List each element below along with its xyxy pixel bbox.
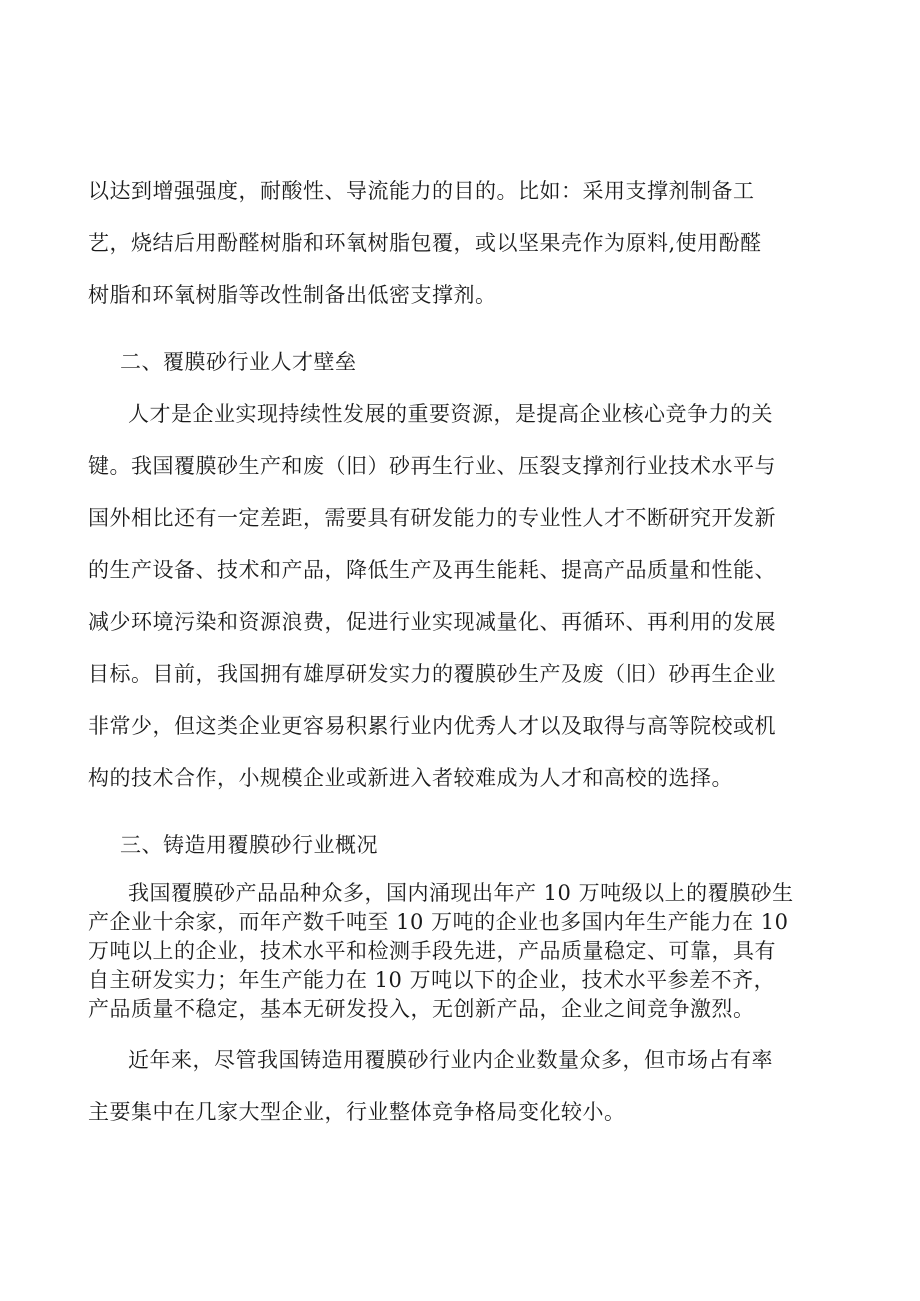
paragraph-line: 艺，烧结后用酚醛树脂和环氧树脂包覆，或以坚果壳作为原料,使用酚醛 [88, 231, 762, 255]
paragraph-line: 非常少，但这类企业更容易积累行业内优秀人才以及取得与高等院校或机 [88, 714, 776, 738]
paragraph-line: 以达到增强强度，耐酸性、导流能力的目的。比如：采用支撑剂制备工 [88, 179, 755, 203]
section-heading: 二、覆膜砂行业人才壁垒 [120, 350, 357, 374]
paragraph-line: 万吨以上的企业，技术水平和检测手段先进，产品质量稳定、可靠，具有 [88, 939, 776, 963]
paragraph-line: 键。我国覆膜砂生产和废（旧）砂再生行业、压裂支撑剂行业技术水平与 [88, 454, 776, 478]
paragraph-line: 树脂和环氧树脂等改性制备出低密支撑剂。 [88, 283, 497, 307]
paragraph-line: 国外相比还有一定差距，需要具有研发能力的专业性人才不断研究开发新 [88, 506, 776, 530]
paragraph-line: 近年来，尽管我国铸造用覆膜砂行业内企业数量众多，但市场占有率 [128, 1048, 773, 1072]
paragraph-line: 目标。目前，我国拥有雄厚研发实力的覆膜砂生产及废（旧）砂再生企业 [88, 662, 776, 686]
paragraph-line: 的生产设备、技术和产品，降低生产及再生能耗、提高产品质量和性能、 [88, 558, 776, 582]
paragraph-line: 主要集中在几家大型企业，行业整体竞争格局变化较小。 [88, 1100, 626, 1124]
paragraph-line: 人才是企业实现持续性发展的重要资源，是提高企业核心竞争力的关 [128, 402, 773, 426]
paragraph-line: 减少环境污染和资源浪费，促进行业实现减量化、再循环、再利用的发展 [88, 610, 776, 634]
paragraph-line: 产品质量不稳定，基本无研发投入，无创新产品，企业之间竞争激烈。 [88, 997, 755, 1021]
paragraph-line: 我国覆膜砂产品品种众多，国内涌现出年产 10 万吨级以上的覆膜砂生 [128, 881, 794, 905]
section-heading: 三、铸造用覆膜砂行业概况 [120, 833, 378, 857]
paragraph-line: 产企业十余家，而年产数千吨至 10 万吨的企业也多国内年生产能力在 10 [88, 910, 789, 934]
paragraph-line: 自主研发实力；年生产能力在 10 万吨以下的企业，技术水平参差不齐， [88, 968, 776, 992]
paragraph-line: 构的技术合作，小规模企业或新进入者较难成为人才和高校的选择。 [88, 766, 733, 790]
